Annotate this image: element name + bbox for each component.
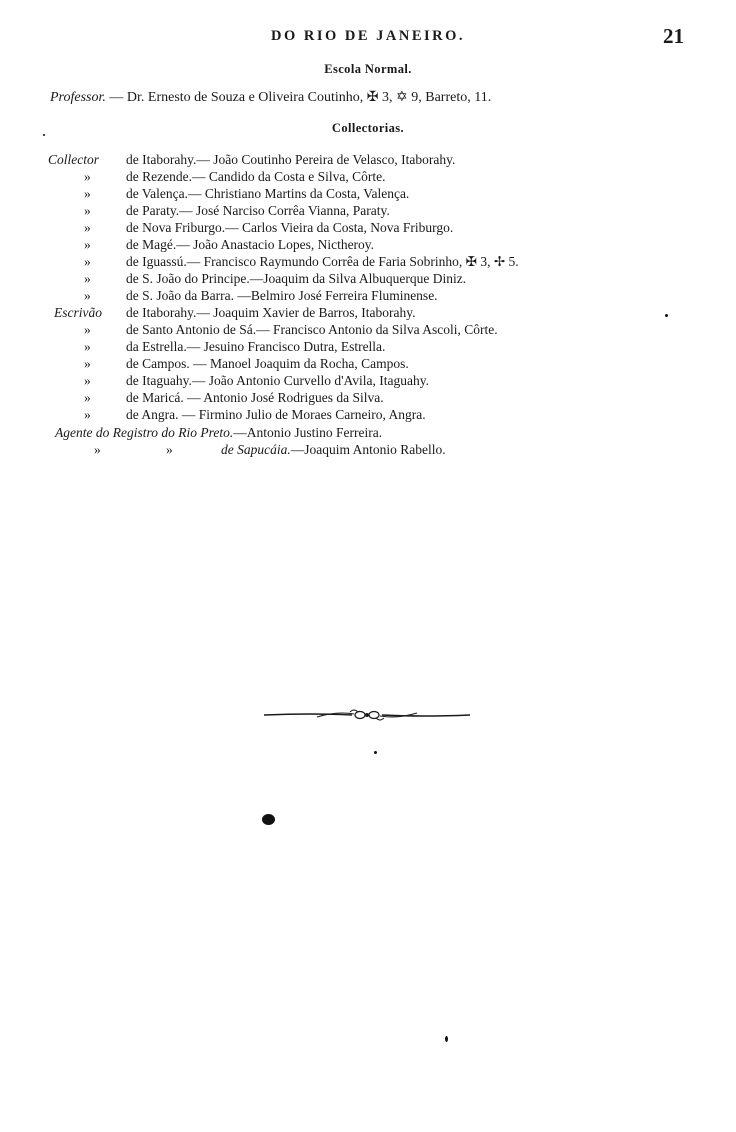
- entry-text: de S. João do Principe.—Joaquim da Silva Albuquerque Diniz.: [126, 271, 467, 286]
- entry-text: de Paraty.— José Narciso Corrêa Vianna, Paraty.: [126, 203, 390, 218]
- ditto-mark: »: [84, 203, 91, 218]
- ditto-mark: »: [94, 442, 101, 457]
- escrivao-entry: [48, 406, 688, 423]
- ditto-mark: »: [84, 169, 91, 184]
- collector-entry: [48, 185, 688, 202]
- collector-entry: [48, 270, 688, 287]
- ditto-mark: »: [84, 390, 91, 405]
- escrivao-entry: [48, 355, 688, 372]
- ditto-mark: »: [84, 356, 91, 371]
- ink-blot: [262, 814, 275, 825]
- ditto-mark: »: [84, 322, 91, 337]
- section-title-escola-normal: Escola Normal.: [324, 62, 412, 76]
- escrivao-entry: [48, 389, 688, 406]
- ditto-mark: »: [84, 373, 91, 388]
- ditto-mark: »: [84, 339, 91, 354]
- entry-text: de Magé.— João Anastacio Lopes, Nictheroy.: [126, 237, 375, 252]
- page-number: 21: [663, 24, 684, 48]
- entry-text: da Estrella.— Jesuino Francisco Dutra, Estrella.: [126, 339, 386, 354]
- collector-entry: [48, 219, 688, 236]
- ink-speck: [665, 314, 668, 317]
- entry-text: de Itaborahy.— João Coutinho Pereira de Velasco, Itaborahy.: [126, 152, 456, 167]
- entry-text: de S. João da Barra. —Belmiro José Ferreira Fluminense.: [126, 288, 438, 303]
- ornament-divider: [262, 704, 472, 726]
- entry-text: de Maricá. — Antonio José Rodrigues da Silva.: [126, 390, 384, 405]
- collector-entry: [48, 151, 688, 168]
- agente-entry: [70, 441, 710, 458]
- entry-role: Collector: [48, 152, 99, 167]
- escrivao-entry: [54, 304, 694, 321]
- entry-text: de Rezende.— Candido da Costa e Silva, Côrte.: [126, 169, 386, 184]
- professor-entry: [50, 89, 690, 106]
- entry-text: de Iguassú.— Francisco Raymundo Corrêa de Faria Sobrinho, ✠ 3, ✢ 5.: [126, 254, 519, 269]
- entry-text: de Angra. — Firmino Julio de Moraes Carneiro, Angra.: [126, 407, 426, 422]
- ditto-mark: »: [84, 237, 91, 252]
- ditto-mark: »: [84, 254, 91, 269]
- collector-entry: [48, 236, 688, 253]
- professor-text: — Dr. Ernesto de Souza e Oliveira Coutinho, ✠ 3, ✡ 9, Barreto, 11.: [105, 90, 492, 105]
- collector-entry: [48, 253, 688, 270]
- agente-entry: [55, 424, 695, 441]
- entry-text: de Itaguahy.— João Antonio Curvello d'Avila, Itaguahy.: [126, 373, 429, 388]
- ditto-mark: »: [84, 271, 91, 286]
- ditto-mark: »: [84, 288, 91, 303]
- ditto-mark: »: [166, 442, 173, 457]
- entry-role: Escrivão: [54, 305, 102, 320]
- entry-text: de Itaborahy.— Joaquim Xavier de Barros, Itaborahy.: [126, 305, 416, 320]
- collector-entry: [48, 287, 688, 304]
- entry-text: —Joaquim Antonio Rabello.: [290, 442, 446, 457]
- escrivao-entry: [48, 372, 688, 389]
- entry-text: de Campos. — Manoel Joaquim da Rocha, Campos.: [126, 356, 409, 371]
- escrivao-entry: [48, 321, 688, 338]
- collector-entry: [48, 202, 688, 219]
- running-head: DO RIO DE JANEIRO.: [270, 28, 466, 44]
- entry-role: Agente do Registro do Rio Preto.: [55, 425, 234, 440]
- entry-place: de Sapucáia.: [221, 442, 291, 457]
- ditto-mark: »: [84, 220, 91, 235]
- ditto-mark: »: [84, 407, 91, 422]
- ink-speck: [374, 751, 377, 754]
- collector-entry: [48, 168, 688, 185]
- entry-text: de Valença.— Christiano Martins da Costa, Valença.: [126, 186, 410, 201]
- escrivao-entry: [48, 338, 688, 355]
- ditto-mark: »: [84, 186, 91, 201]
- ink-speck: [43, 134, 45, 136]
- section-title-collectorias: Collectorias.: [331, 121, 405, 135]
- entry-text: de Nova Friburgo.— Carlos Vieira da Costa, Nova Friburgo.: [126, 220, 454, 235]
- entry-text: —Antonio Justino Ferreira.: [233, 425, 383, 440]
- ink-speck: [445, 1036, 448, 1042]
- professor-role: Professor.: [50, 90, 106, 105]
- entry-text: de Santo Antonio de Sá.— Francisco Antonio da Silva Ascoli, Côrte.: [126, 322, 498, 337]
